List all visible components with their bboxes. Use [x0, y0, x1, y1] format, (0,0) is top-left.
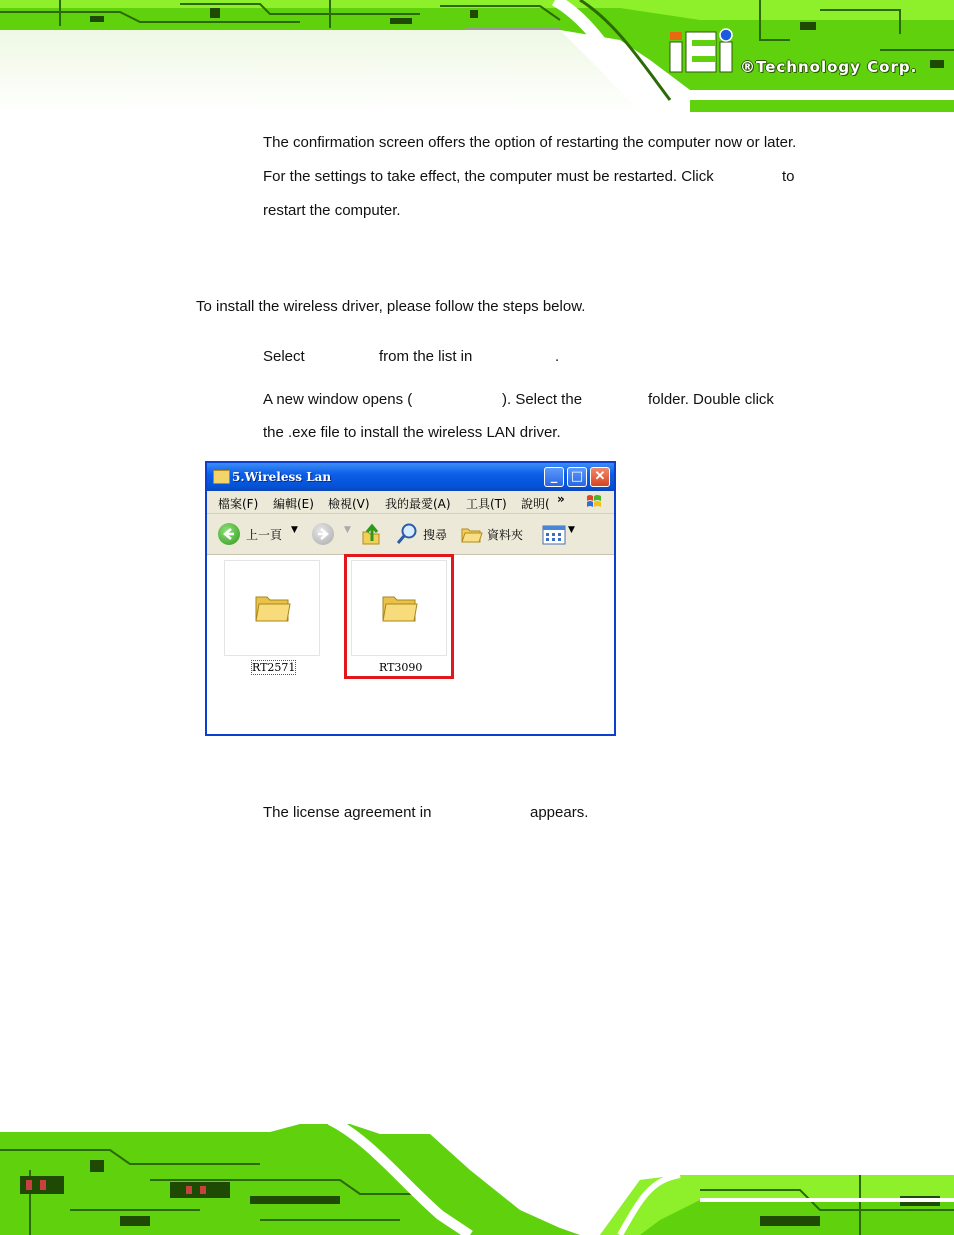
folder-view [207, 555, 614, 734]
folders-button[interactable]: 資料夾 [487, 528, 524, 542]
paragraph-line: restart the computer. [263, 202, 401, 219]
folder-label[interactable]: RT3090 [379, 661, 423, 674]
search-icon [395, 522, 419, 546]
search-button[interactable]: 搜尋 [423, 528, 448, 542]
forward-arrow-icon[interactable] [312, 523, 334, 545]
minimize-button[interactable]: _ [544, 467, 564, 487]
menu-help[interactable]: 說明( [521, 497, 550, 511]
back-button[interactable]: 上一頁 [246, 528, 283, 542]
menu-tools[interactable]: 工具(T) [466, 497, 507, 511]
explorer-window [205, 461, 616, 736]
menu-overflow-chevron[interactable]: » [557, 492, 565, 506]
step-text: The license agreement in [263, 804, 432, 821]
step-text: appears. [530, 804, 589, 821]
step-text: from the list in [379, 348, 473, 365]
menu-favorites[interactable]: 我的最愛(A) [385, 497, 451, 511]
folder-item[interactable] [224, 560, 320, 656]
step-text: Select [263, 348, 305, 365]
back-arrow-icon[interactable] [218, 523, 240, 545]
folder-icon [213, 470, 230, 484]
up-folder-icon[interactable] [361, 522, 383, 546]
maximize-button[interactable]: □ [567, 467, 587, 487]
footer-banner [0, 1120, 954, 1235]
back-dropdown-icon[interactable]: ▼ [291, 525, 298, 535]
company-name: ®Technology Corp. [740, 58, 918, 76]
menu-bar [207, 491, 614, 514]
folder-label[interactable]: RT2571 [252, 661, 296, 674]
paragraph-fragment: to [782, 168, 795, 185]
close-button[interactable]: ✕ [590, 467, 610, 487]
menu-file[interactable]: 檔案(F) [218, 497, 259, 511]
intro-text: To install the wireless driver, please follow the steps below. [196, 298, 586, 315]
paragraph-line: For the settings to take effect, the computer must be restarted. Click [263, 168, 714, 185]
step-text: folder. Double click [648, 391, 774, 408]
windows-logo-icon [585, 493, 603, 510]
menu-edit[interactable]: 編輯(E) [273, 497, 314, 511]
step-text: . [555, 348, 560, 365]
forward-dropdown-icon[interactable]: ▼ [344, 525, 351, 535]
menu-view[interactable]: 檢視(V) [328, 497, 370, 511]
toolbar [207, 514, 614, 555]
step-text: ). Select the [502, 391, 583, 408]
folder-icon [253, 591, 291, 625]
folders-icon [460, 523, 484, 545]
paragraph-line: The confirmation screen offers the option of restarting the computer now or later. [263, 134, 797, 151]
views-dropdown-icon[interactable]: ▼ [568, 525, 575, 535]
selection-highlight [344, 554, 454, 679]
views-icon[interactable] [542, 525, 566, 545]
window-titlebar[interactable] [207, 463, 614, 491]
step-text: A new window opens ( [263, 391, 413, 408]
step-text: the .exe file to install the wireless LAN driver. [263, 424, 561, 441]
window-title: 5.Wireless Lan [232, 470, 332, 484]
